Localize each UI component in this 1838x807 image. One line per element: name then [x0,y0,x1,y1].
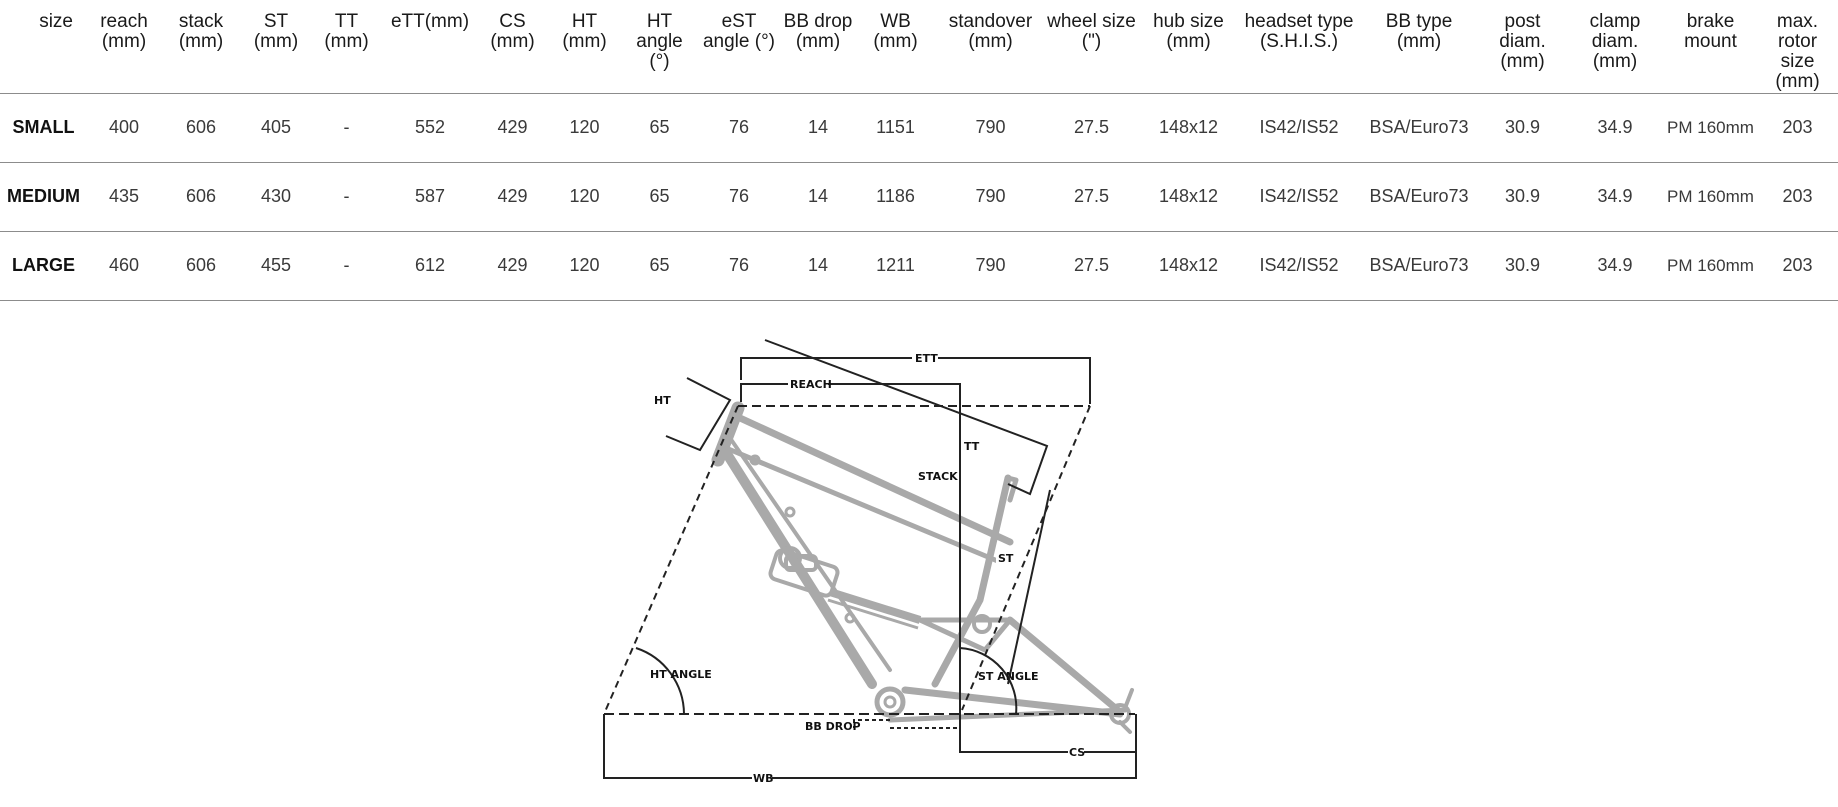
column-header: size [0,0,87,93]
table-cell: 790 [936,93,1045,162]
table-cell: 148x12 [1138,93,1239,162]
label-cs: CS [1069,746,1086,759]
label-ht: HT [654,394,671,407]
table-cell: 27.5 [1045,231,1138,300]
size-name-cell: MEDIUM [0,162,87,231]
table-cell: 65 [622,162,697,231]
table-cell: 27.5 [1045,162,1138,231]
table-cell: 148x12 [1138,162,1239,231]
column-header: TT (mm) [311,0,382,93]
frame-seat-stay [1010,620,1120,712]
label-wb: WB [753,772,774,785]
table-cell: 65 [622,93,697,162]
table-cell: 1211 [855,231,936,300]
table-cell: 455 [241,231,311,300]
table-cell: PM 160mm [1664,162,1757,231]
column-header: headset type (S.H.I.S.) [1239,0,1359,93]
table-row [0,231,1838,300]
column-header: brake mount [1664,0,1757,93]
table-cell: BSA/Euro73 [1359,162,1479,231]
frame-top-tube [740,418,1010,542]
ht-angle-arc [636,648,684,714]
table-cell: - [311,162,382,231]
bike-frame [718,408,1132,732]
table-cell: - [311,231,382,300]
table-cell: 76 [697,231,781,300]
table-cell: 203 [1757,231,1838,300]
column-header: clamp diam. (mm) [1566,0,1664,93]
column-header: reach (mm) [87,0,161,93]
column-header: max. rotor size (mm) [1757,0,1838,93]
column-header: HT angle (°) [622,0,697,93]
label-ht-angle: HT ANGLE [650,668,712,681]
table-cell: 460 [87,231,161,300]
column-header: standover (mm) [936,0,1045,93]
table-cell: 30.9 [1479,93,1566,162]
table-cell: 606 [161,162,241,231]
table-cell: 30.9 [1479,162,1566,231]
table-cell: PM 160mm [1664,93,1757,162]
column-header: HT (mm) [547,0,622,93]
table-cell: 30.9 [1479,231,1566,300]
size-name-cell: LARGE [0,231,87,300]
size-name-cell: SMALL [0,93,87,162]
table-cell: 430 [241,162,311,231]
table-cell: 76 [697,93,781,162]
table-cell: 27.5 [1045,93,1138,162]
column-header: BB type (mm) [1359,0,1479,93]
table-header-row [0,0,1838,93]
label-st-angle: ST ANGLE [978,670,1039,683]
table-cell: IS42/IS52 [1239,231,1359,300]
table-cell: 587 [382,162,478,231]
table-body [0,93,1838,300]
table-cell: 405 [241,93,311,162]
table-cell: 34.9 [1566,231,1664,300]
tt-line [765,340,1047,494]
column-header: hub size (mm) [1138,0,1239,93]
table-cell: 203 [1757,93,1838,162]
table-cell: 120 [547,162,622,231]
table-cell: 612 [382,231,478,300]
label-stack: STACK [918,470,958,483]
table-cell: 14 [781,93,855,162]
table-cell: 34.9 [1566,93,1664,162]
table-cell: PM 160mm [1664,231,1757,300]
table-cell: IS42/IS52 [1239,162,1359,231]
table-cell: 203 [1757,162,1838,231]
label-st: ST [998,552,1014,565]
table-cell: 76 [697,162,781,231]
column-header: WB (mm) [855,0,936,93]
table-cell: 65 [622,231,697,300]
column-header: CS (mm) [478,0,547,93]
label-reach: REACH [790,378,832,391]
column-header: BB drop (mm) [781,0,855,93]
table-cell: 14 [781,162,855,231]
table-row [0,162,1838,231]
table-cell: 120 [547,93,622,162]
column-header: post diam. (mm) [1479,0,1566,93]
label-bb-drop: BB DROP [805,720,861,733]
table-cell: 148x12 [1138,231,1239,300]
wb-line [604,714,1136,778]
table-cell: 790 [936,231,1045,300]
table-cell: 429 [478,231,547,300]
column-header: ST (mm) [241,0,311,93]
table-cell: 34.9 [1566,162,1664,231]
table-cell: 429 [478,162,547,231]
frame-bottom-bracket [877,689,903,715]
table-cell: IS42/IS52 [1239,93,1359,162]
table-cell: 14 [781,231,855,300]
table-cell: - [311,93,382,162]
table-cell: 435 [87,162,161,231]
column-header: eTT(mm) [382,0,478,93]
column-header: stack (mm) [161,0,241,93]
table-cell: 606 [161,93,241,162]
table-cell: BSA/Euro73 [1359,231,1479,300]
label-ett: ETT [915,352,938,365]
table-cell: 120 [547,231,622,300]
table-cell: BSA/Euro73 [1359,93,1479,162]
geometry-diagram-svg [590,330,1250,800]
label-tt: TT [964,440,980,453]
frame-geometry-diagram [590,330,1250,800]
table-cell: 1151 [855,93,936,162]
table-cell: 552 [382,93,478,162]
table-cell: 1186 [855,162,936,231]
table-cell: 606 [161,231,241,300]
column-header: wheel size (") [1045,0,1138,93]
table-row [0,93,1838,162]
table-cell: 790 [936,162,1045,231]
column-header: eST angle (°) [697,0,781,93]
table-cell: 429 [478,93,547,162]
table-cell: 400 [87,93,161,162]
geometry-table [0,0,1838,301]
